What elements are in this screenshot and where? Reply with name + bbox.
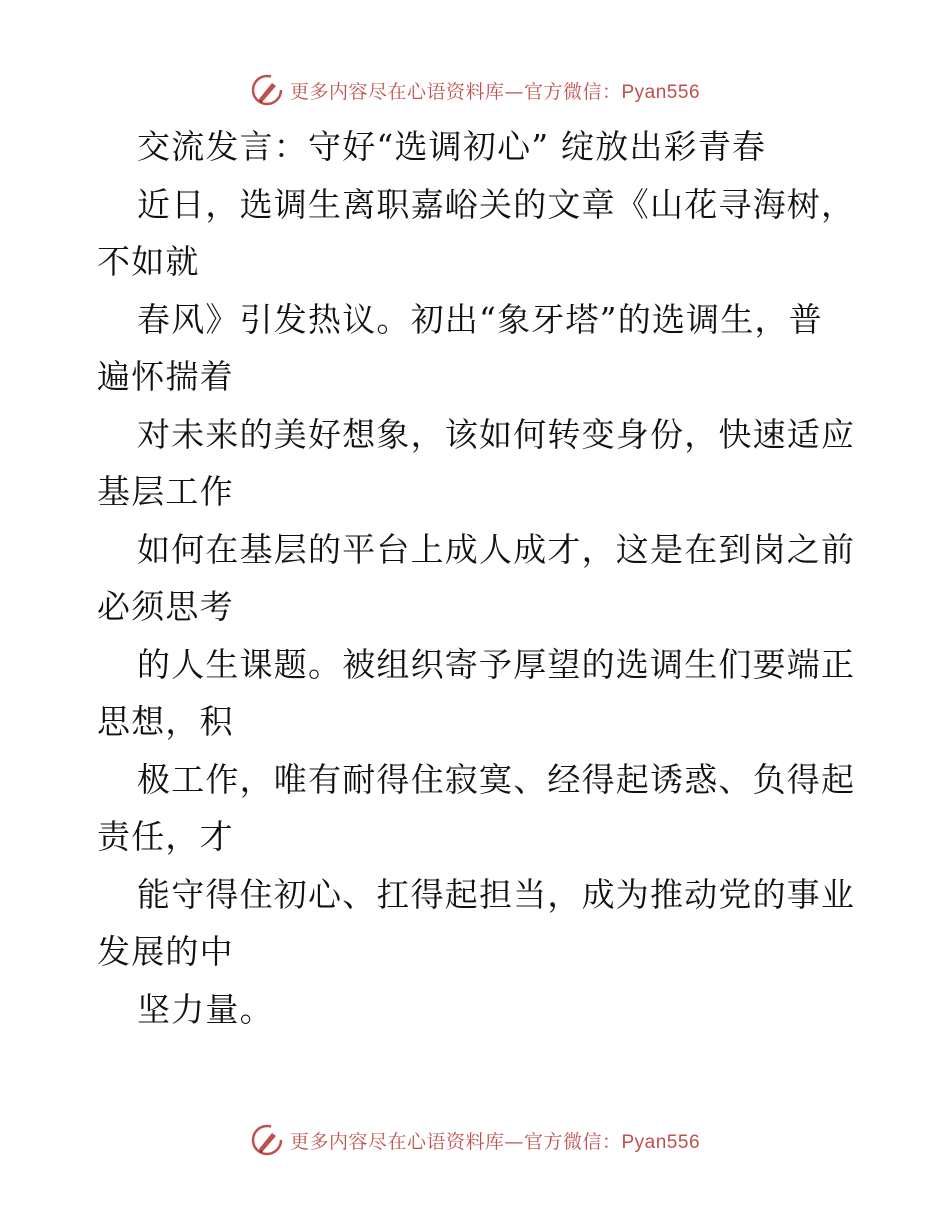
text-line: 责任，才 [97,817,234,856]
pen-logo-icon [250,1123,284,1157]
text-line: 对未来的美好想象，该如何转变身份，快速适应 [137,414,856,454]
text-line: 极工作，唯有耐得住寂寞、经得起诱惑、负得起 [137,759,856,799]
document-body [97,118,857,1038]
text-line: 能守得住初心、扛得起担当，成为推动党的事业 [137,874,856,914]
text-line: 思想，积 [97,702,234,741]
text-line: 坚力量。 [137,989,274,1029]
banner-separator: — [504,80,524,103]
banner-slogan: 更多内容尽在心语资料库 [289,1130,505,1153]
text-line: 的人生课题。被组织寄予厚望的选调生们要端正 [137,644,856,684]
banner-separator: — [504,1130,524,1153]
text-line: 春风》引发热议。初出“象牙塔”的选调生，普 [137,299,823,339]
document-title: 交流发言：守好“选调初心” 绽放出彩青春 [137,127,767,166]
banner-slogan: 更多内容尽在心语资料库 [289,80,505,103]
banner-text [290,77,700,104]
text-line: 如何在基层的平台上成人成才，这是在到岗之前 [137,529,856,569]
text-line: 必须思考 [97,587,234,626]
text-line: 发展的中 [97,932,234,971]
text-line: 遍怀揣着 [97,357,234,396]
banner-wechat-id: Pyan556 [621,81,701,103]
banner-wechat-label: 官方微信： [523,1130,622,1153]
header-banner [0,70,950,110]
text-line: 基层工作 [97,472,234,511]
text-line: 不如就 [97,242,200,281]
text-line: 近日，选调生离职嘉峪关的文章《山花寻海树， [137,184,856,224]
footer-banner [0,1120,950,1160]
banner-text [290,1127,700,1154]
pen-logo-icon [250,73,284,107]
banner-wechat-label: 官方微信： [523,80,622,103]
banner-wechat-id: Pyan556 [621,1131,701,1153]
